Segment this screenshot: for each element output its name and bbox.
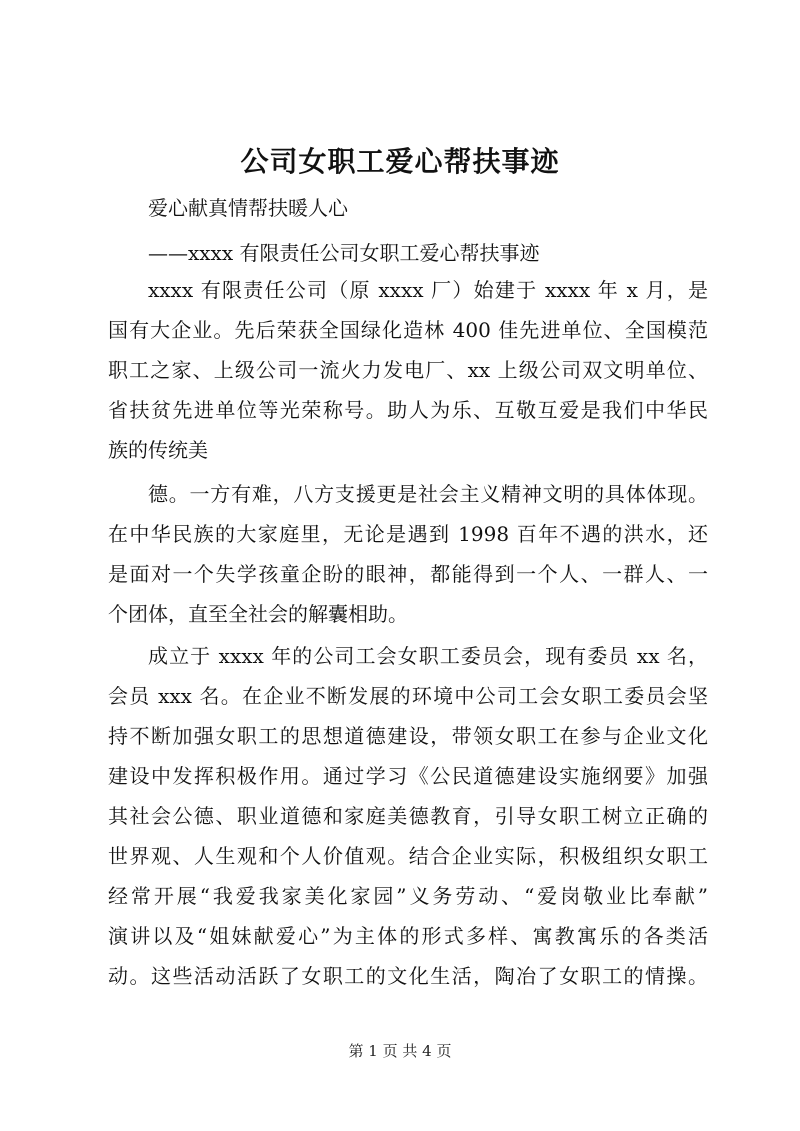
paragraph-3-line-1: 成立于 xxxx 年的公司工会女职工委员会，现有委员 xx 名， <box>148 644 708 668</box>
paragraph-1-line-1: xxxx 有限责任公司（原 xxxx 厂）始建于 xxxx 年 x 月，是 <box>148 278 708 302</box>
paragraph-2-line-4: 个团体，直至全社会的解囊相助。 <box>108 602 408 626</box>
paragraph-3-line-3: 持不断加强女职工的思想道德建设，带领女职工在参与企业文化 <box>108 724 708 748</box>
paragraph-3-line-9: 动。这些活动活跃了女职工的文化生活，陶冶了女职工的情操。 <box>108 964 708 988</box>
paragraph-2-line-3: 是面对一个失学孩童企盼的眼神，都能得到一个人、一群人、一 <box>108 562 708 586</box>
paragraph-3-line-4: 建设中发挥积极作用。通过学习《公民道德建设实施纲要》加强 <box>108 764 708 788</box>
document-title: 公司女职工爱心帮扶事迹 <box>240 145 560 178</box>
paragraph-2-line-2: 在中华民族的大家庭里，无论是遇到 1998 百年不遇的洪水，还 <box>108 522 708 546</box>
paragraph-1-line-5: 族的传统美 <box>108 438 208 462</box>
subtitle-line-2: ——xxxx 有限责任公司女职工爱心帮扶事迹 <box>148 241 540 265</box>
page-footer: 第 1 页 共 4 页 <box>348 1042 452 1060</box>
paragraph-1-line-3: 职工之家、上级公司一流火力发电厂、xx 上级公司双文明单位、 <box>108 358 708 382</box>
subtitle: 爱心献真情帮扶暖人心 <box>148 196 348 220</box>
paragraph-1-line-4: 省扶贫先进单位等光荣称号。助人为乐、互敬互爱是我们中华民 <box>108 398 708 422</box>
paragraph-3-line-2: 会员 xxx 名。在企业不断发展的环境中公司工会女职工委员会坚 <box>108 684 708 708</box>
paragraph-3-line-7: 经常开展“我爱我家美化家园”义务劳动、“爱岗敬业比奉献” <box>108 884 708 908</box>
paragraph-3-line-8: 演讲以及“姐妹献爱心”为主体的形式多样、寓教寓乐的各类活 <box>108 924 708 948</box>
paragraph-3-line-6: 世界观、人生观和个人价值观。结合企业实际，积极组织女职工 <box>108 844 708 868</box>
paragraph-3-line-5: 其社会公德、职业道德和家庭美德教育，引导女职工树立正确的 <box>108 804 708 828</box>
paragraph-1-line-2: 国有大企业。先后荣获全国绿化造林 400 佳先进单位、全国模范 <box>108 318 708 342</box>
paragraph-2-line-1: 德。一方有难，八方支援更是社会主义精神文明的具体体现。 <box>148 482 708 506</box>
